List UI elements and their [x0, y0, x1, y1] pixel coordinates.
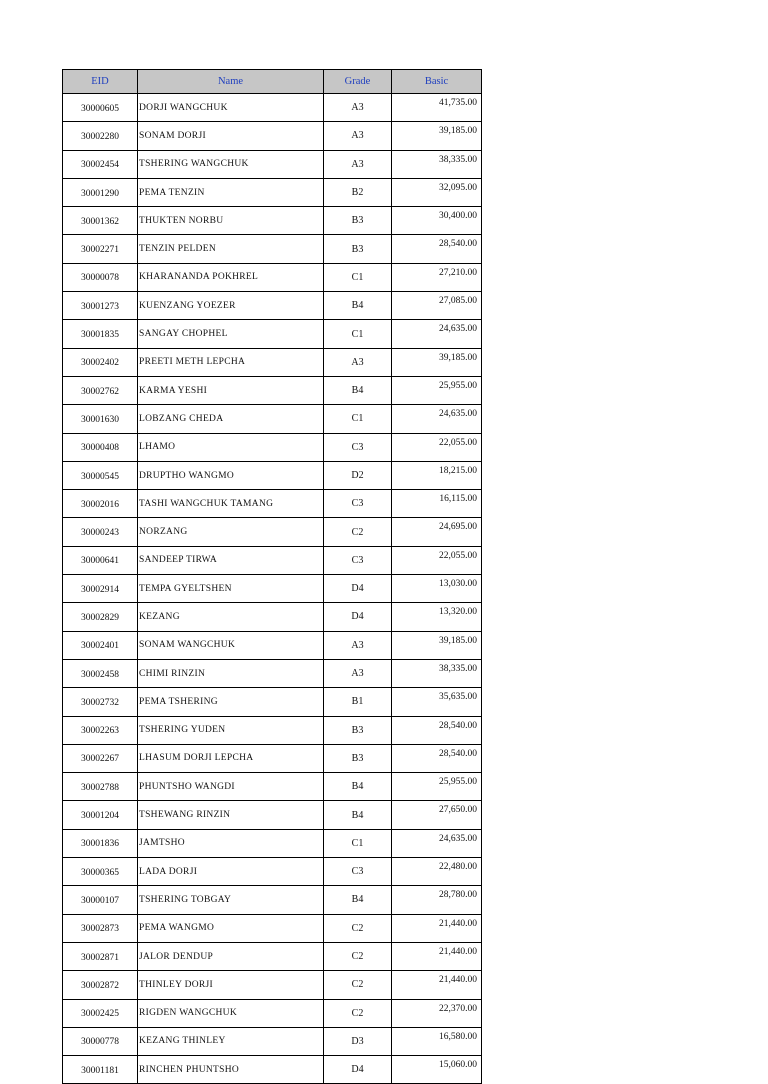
cell-eid[interactable]: 30002872	[63, 971, 138, 999]
table-body	[63, 94, 482, 1084]
cell-basic[interactable]: 38,335.00	[392, 659, 482, 687]
cell-name[interactable]: JALOR DENDUP	[138, 942, 324, 970]
cell-eid[interactable]: 30002016	[63, 490, 138, 518]
cell-grade[interactable]: B1	[324, 688, 392, 716]
table-row[interactable]	[63, 207, 482, 235]
table-row[interactable]	[63, 235, 482, 263]
cell-eid[interactable]: 30000641	[63, 546, 138, 574]
cell-eid[interactable]: 30002280	[63, 122, 138, 150]
cell-basic[interactable]: 32,095.00	[392, 178, 482, 206]
cell-eid[interactable]: 30002267	[63, 744, 138, 772]
cell-name[interactable]: TSHERING YUDEN	[138, 716, 324, 744]
cell-basic[interactable]: 28,540.00	[392, 744, 482, 772]
column-header-name[interactable]: Name	[138, 70, 324, 94]
cell-basic[interactable]: 27,085.00	[392, 292, 482, 320]
cell-grade[interactable]: A3	[324, 659, 392, 687]
cell-eid[interactable]: 30001290	[63, 178, 138, 206]
cell-grade[interactable]: C2	[324, 518, 392, 546]
cell-name[interactable]: SONAM DORJI	[138, 122, 324, 150]
cell-basic[interactable]: 30,400.00	[392, 207, 482, 235]
cell-name[interactable]: RINCHEN PHUNTSHO	[138, 1056, 324, 1084]
cell-eid[interactable]: 30002871	[63, 942, 138, 970]
cell-basic[interactable]: 28,540.00	[392, 716, 482, 744]
table-row[interactable]	[63, 971, 482, 999]
cell-eid[interactable]: 30001835	[63, 320, 138, 348]
cell-grade[interactable]: C1	[324, 263, 392, 291]
cell-grade[interactable]: B3	[324, 744, 392, 772]
cell-basic[interactable]: 24,635.00	[392, 320, 482, 348]
cell-basic[interactable]: 28,540.00	[392, 235, 482, 263]
table-row[interactable]	[63, 546, 482, 574]
cell-basic[interactable]: 16,115.00	[392, 490, 482, 518]
cell-basic[interactable]: 41,735.00	[392, 94, 482, 122]
cell-basic[interactable]: 39,185.00	[392, 348, 482, 376]
cell-grade[interactable]: B4	[324, 886, 392, 914]
cell-grade[interactable]: C2	[324, 942, 392, 970]
cell-eid[interactable]: 30002914	[63, 575, 138, 603]
cell-name[interactable]: LADA DORJI	[138, 858, 324, 886]
cell-grade[interactable]: A3	[324, 348, 392, 376]
cell-basic[interactable]: 21,440.00	[392, 914, 482, 942]
cell-name[interactable]: PEMA TSHERING	[138, 688, 324, 716]
table-row[interactable]	[63, 659, 482, 687]
cell-eid[interactable]: 30001630	[63, 405, 138, 433]
cell-basic[interactable]: 21,440.00	[392, 942, 482, 970]
table-row[interactable]	[63, 688, 482, 716]
cell-grade[interactable]: C2	[324, 914, 392, 942]
cell-name[interactable]: TSHERING TOBGAY	[138, 886, 324, 914]
cell-basic[interactable]: 18,215.00	[392, 461, 482, 489]
cell-eid[interactable]: 30001204	[63, 801, 138, 829]
cell-name[interactable]: CHIMI RINZIN	[138, 659, 324, 687]
cell-grade[interactable]: C1	[324, 829, 392, 857]
cell-eid[interactable]: 30002829	[63, 603, 138, 631]
table-row[interactable]	[63, 461, 482, 489]
cell-basic[interactable]: 38,335.00	[392, 150, 482, 178]
column-header-eid[interactable]: EID	[63, 70, 138, 94]
cell-basic[interactable]: 15,060.00	[392, 1056, 482, 1084]
cell-grade[interactable]: B4	[324, 376, 392, 404]
table-row[interactable]	[63, 575, 482, 603]
cell-grade[interactable]: C3	[324, 490, 392, 518]
cell-basic[interactable]: 24,635.00	[392, 829, 482, 857]
cell-eid[interactable]: 30001181	[63, 1056, 138, 1084]
cell-eid[interactable]: 30002873	[63, 914, 138, 942]
table-row[interactable]	[63, 1056, 482, 1084]
cell-name[interactable]: PEMA TENZIN	[138, 178, 324, 206]
table-row[interactable]	[63, 1027, 482, 1055]
employee-sheet	[62, 69, 481, 1084]
cell-grade[interactable]: A3	[324, 94, 392, 122]
cell-grade[interactable]: B2	[324, 178, 392, 206]
cell-eid[interactable]: 30001273	[63, 292, 138, 320]
table-row[interactable]	[63, 320, 482, 348]
cell-grade[interactable]: D3	[324, 1027, 392, 1055]
cell-grade[interactable]: D4	[324, 575, 392, 603]
cell-grade[interactable]: D2	[324, 461, 392, 489]
cell-basic[interactable]: 24,695.00	[392, 518, 482, 546]
table-row[interactable]	[63, 122, 482, 150]
cell-name[interactable]: KUENZANG YOEZER	[138, 292, 324, 320]
table-row[interactable]	[63, 829, 482, 857]
cell-basic[interactable]: 13,030.00	[392, 575, 482, 603]
cell-basic[interactable]: 13,320.00	[392, 603, 482, 631]
cell-eid[interactable]: 30002425	[63, 999, 138, 1027]
cell-grade[interactable]: B3	[324, 716, 392, 744]
cell-eid[interactable]: 30002271	[63, 235, 138, 263]
cell-basic[interactable]: 25,955.00	[392, 376, 482, 404]
column-header-basic[interactable]: Basic	[392, 70, 482, 94]
cell-eid[interactable]: 30000243	[63, 518, 138, 546]
cell-name[interactable]: TEMPA GYELTSHEN	[138, 575, 324, 603]
cell-grade[interactable]: C2	[324, 999, 392, 1027]
employee-table	[62, 69, 482, 1084]
cell-name[interactable]: SONAM WANGCHUK	[138, 631, 324, 659]
cell-eid[interactable]: 30000078	[63, 263, 138, 291]
cell-name[interactable]: LOBZANG CHEDA	[138, 405, 324, 433]
cell-basic[interactable]: 39,185.00	[392, 631, 482, 659]
table-row[interactable]	[63, 433, 482, 461]
table-row[interactable]	[63, 348, 482, 376]
cell-name[interactable]: TSHERING WANGCHUK	[138, 150, 324, 178]
cell-grade[interactable]: A3	[324, 150, 392, 178]
cell-eid[interactable]: 30000365	[63, 858, 138, 886]
cell-name[interactable]: KHARANANDA POKHREL	[138, 263, 324, 291]
column-header-grade[interactable]: Grade	[324, 70, 392, 94]
cell-name[interactable]: TENZIN PELDEN	[138, 235, 324, 263]
cell-basic[interactable]: 24,635.00	[392, 405, 482, 433]
cell-basic[interactable]: 22,370.00	[392, 999, 482, 1027]
table-row[interactable]	[63, 292, 482, 320]
table-row[interactable]	[63, 773, 482, 801]
cell-grade[interactable]: C2	[324, 971, 392, 999]
table-row[interactable]	[63, 631, 482, 659]
cell-grade[interactable]: C3	[324, 858, 392, 886]
table-row[interactable]	[63, 914, 482, 942]
header-row	[63, 70, 482, 94]
cell-eid[interactable]: 30000408	[63, 433, 138, 461]
cell-eid[interactable]: 30002263	[63, 716, 138, 744]
cell-grade[interactable]: C3	[324, 546, 392, 574]
cell-eid[interactable]: 30002402	[63, 348, 138, 376]
cell-name[interactable]: TASHI WANGCHUK TAMANG	[138, 490, 324, 518]
table-row[interactable]	[63, 942, 482, 970]
cell-name[interactable]: DRUPTHO WANGMO	[138, 461, 324, 489]
cell-name[interactable]: THUKTEN NORBU	[138, 207, 324, 235]
cell-name[interactable]: SANGAY CHOPHEL	[138, 320, 324, 348]
cell-name[interactable]: PHUNTSHO WANGDI	[138, 773, 324, 801]
cell-grade[interactable]: C1	[324, 405, 392, 433]
cell-grade[interactable]: B4	[324, 773, 392, 801]
cell-basic[interactable]: 22,480.00	[392, 858, 482, 886]
table-row[interactable]	[63, 801, 482, 829]
cell-grade[interactable]: B4	[324, 292, 392, 320]
cell-basic[interactable]: 25,955.00	[392, 773, 482, 801]
cell-eid[interactable]: 30002458	[63, 659, 138, 687]
cell-basic[interactable]: 39,185.00	[392, 122, 482, 150]
table-row[interactable]	[63, 405, 482, 433]
cell-eid[interactable]: 30000778	[63, 1027, 138, 1055]
cell-grade[interactable]: C3	[324, 433, 392, 461]
cell-eid[interactable]: 30001836	[63, 829, 138, 857]
cell-grade[interactable]: A3	[324, 631, 392, 659]
cell-basic[interactable]: 22,055.00	[392, 546, 482, 574]
cell-basic[interactable]: 27,650.00	[392, 801, 482, 829]
table-row[interactable]	[63, 376, 482, 404]
cell-name[interactable]: LHASUM DORJI LEPCHA	[138, 744, 324, 772]
cell-grade[interactable]: B3	[324, 207, 392, 235]
cell-name[interactable]: NORZANG	[138, 518, 324, 546]
table-row[interactable]	[63, 886, 482, 914]
table-row[interactable]	[63, 716, 482, 744]
table-row[interactable]	[63, 490, 482, 518]
cell-name[interactable]: PREETI METH LEPCHA	[138, 348, 324, 376]
cell-basic[interactable]: 16,580.00	[392, 1027, 482, 1055]
table-row[interactable]	[63, 518, 482, 546]
cell-eid[interactable]: 30000107	[63, 886, 138, 914]
cell-grade[interactable]: B3	[324, 235, 392, 263]
cell-eid[interactable]: 30002762	[63, 376, 138, 404]
cell-eid[interactable]: 30002454	[63, 150, 138, 178]
cell-basic[interactable]: 35,635.00	[392, 688, 482, 716]
cell-name[interactable]: KEZANG THINLEY	[138, 1027, 324, 1055]
table-row[interactable]	[63, 94, 482, 122]
cell-basic[interactable]: 27,210.00	[392, 263, 482, 291]
cell-name[interactable]: LHAMO	[138, 433, 324, 461]
cell-basic[interactable]: 28,780.00	[392, 886, 482, 914]
cell-eid[interactable]: 30000605	[63, 94, 138, 122]
cell-name[interactable]: KARMA YESHI	[138, 376, 324, 404]
table-row[interactable]	[63, 858, 482, 886]
table-header	[63, 70, 482, 94]
cell-name[interactable]: SANDEEP TIRWA	[138, 546, 324, 574]
cell-name[interactable]: THINLEY DORJI	[138, 971, 324, 999]
table-row[interactable]	[63, 744, 482, 772]
cell-grade[interactable]: C1	[324, 320, 392, 348]
cell-grade[interactable]: B4	[324, 801, 392, 829]
table-row[interactable]	[63, 263, 482, 291]
cell-name[interactable]: JAMTSHO	[138, 829, 324, 857]
cell-grade[interactable]: A3	[324, 122, 392, 150]
cell-eid[interactable]: 30000545	[63, 461, 138, 489]
cell-grade[interactable]: D4	[324, 1056, 392, 1084]
table-row[interactable]	[63, 178, 482, 206]
cell-basic[interactable]: 22,055.00	[392, 433, 482, 461]
cell-eid[interactable]: 30002732	[63, 688, 138, 716]
cell-grade[interactable]: D4	[324, 603, 392, 631]
cell-eid[interactable]: 30002401	[63, 631, 138, 659]
table-row[interactable]	[63, 150, 482, 178]
cell-name[interactable]: RIGDEN WANGCHUK	[138, 999, 324, 1027]
cell-name[interactable]: KEZANG	[138, 603, 324, 631]
cell-name[interactable]: TSHEWANG RINZIN	[138, 801, 324, 829]
cell-eid[interactable]: 30001362	[63, 207, 138, 235]
cell-basic[interactable]: 21,440.00	[392, 971, 482, 999]
table-row[interactable]	[63, 999, 482, 1027]
cell-name[interactable]: PEMA WANGMO	[138, 914, 324, 942]
table-row[interactable]	[63, 603, 482, 631]
cell-eid[interactable]: 30002788	[63, 773, 138, 801]
cell-name[interactable]: DORJI WANGCHUK	[138, 94, 324, 122]
